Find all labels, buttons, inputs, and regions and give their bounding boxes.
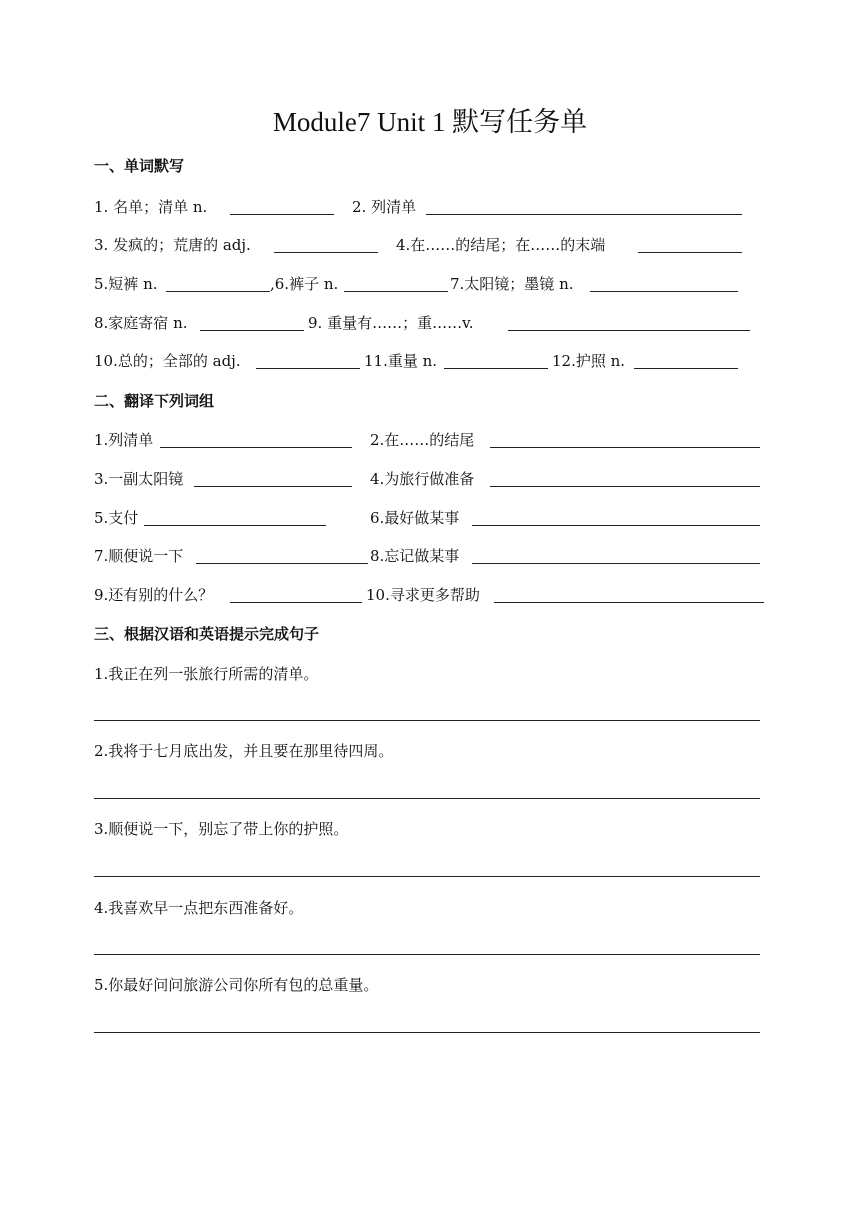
sentence-answer-line-2[interactable] xyxy=(94,798,760,799)
vocab-blank-7[interactable] xyxy=(590,291,738,292)
vocab-blank-1[interactable] xyxy=(230,214,334,215)
sentence-prompt-4: 4.我喜欢早一点把东西准备好。 xyxy=(94,899,304,917)
vocab-blank-10[interactable] xyxy=(256,368,360,369)
phrase-blank-10[interactable] xyxy=(494,602,764,603)
sentence-prompt-5: 5.你最好问问旅游公司你所有包的总重量。 xyxy=(94,976,379,994)
phrase-blank-4[interactable] xyxy=(490,486,760,487)
vocab-item-2: 2. 列清单 xyxy=(352,198,417,216)
phrase-blank-8[interactable] xyxy=(472,563,760,564)
sentence-answer-line-1[interactable] xyxy=(94,720,760,721)
phrase-blank-5[interactable] xyxy=(144,525,326,526)
vocab-blank-9[interactable] xyxy=(508,330,750,331)
sentence-prompt-3: 3.顺便说一下，别忘了带上你的护照。 xyxy=(94,820,349,838)
sentence-prompt-1: 1.我正在列一张旅行所需的清单。 xyxy=(94,665,319,683)
sentence-prompt-2: 2.我将于七月底出发，并且要在那里待四周。 xyxy=(94,742,394,760)
vocab-item-5: 5.短裤 n. xyxy=(94,275,158,293)
phrase-blank-6[interactable] xyxy=(472,525,760,526)
phrase-blank-7[interactable] xyxy=(196,563,368,564)
vocab-item-11: 11.重量 n. xyxy=(364,352,438,370)
vocab-item-3: 3. 发疯的；荒唐的 adj. xyxy=(94,236,251,254)
vocab-item-10: 10.总的；全部的 adj. xyxy=(94,352,241,370)
phrase-item-7: 7.顺便说一下 xyxy=(94,547,184,565)
phrase-item-4: 4.为旅行做准备 xyxy=(370,470,475,488)
phrase-item-10: 10.寻求更多帮助 xyxy=(366,586,480,604)
vocab-item-1: 1. 名单；清单 n. xyxy=(94,198,208,216)
phrase-blank-3[interactable] xyxy=(194,486,352,487)
section2-heading: 二、翻译下列词组 xyxy=(94,392,215,410)
section1-heading: 一、单词默写 xyxy=(94,157,185,175)
vocab-item-12: 12.护照 n. xyxy=(552,352,626,370)
vocab-item-4: 4.在……的结尾；在……的末端 xyxy=(396,236,606,254)
vocab-item-6: ,6.裤子 n. xyxy=(270,275,339,293)
vocab-blank-6[interactable] xyxy=(344,291,448,292)
section3-heading: 三、根据汉语和英语提示完成句子 xyxy=(94,625,320,643)
vocab-item-8: 8.家庭寄宿 n. xyxy=(94,314,188,332)
vocab-blank-12[interactable] xyxy=(634,368,738,369)
vocab-blank-2[interactable] xyxy=(426,214,742,215)
page-title: Module7 Unit 1 默写任务单 xyxy=(272,107,588,137)
vocab-blank-4[interactable] xyxy=(638,252,742,253)
phrase-item-1: 1.列清单 xyxy=(94,431,154,449)
sentence-answer-line-3[interactable] xyxy=(94,876,760,877)
vocab-blank-8[interactable] xyxy=(200,330,304,331)
vocab-blank-5[interactable] xyxy=(166,291,270,292)
phrase-item-8: 8.忘记做某事 xyxy=(370,547,460,565)
vocab-item-7: 7.太阳镜；墨镜 n. xyxy=(450,275,574,293)
vocab-blank-3[interactable] xyxy=(274,252,378,253)
vocab-item-9: 9. 重量有……；重……v. xyxy=(308,314,474,332)
phrase-item-9: 9.还有别的什么？ xyxy=(94,586,214,604)
sentence-answer-line-4[interactable] xyxy=(94,954,760,955)
phrase-blank-2[interactable] xyxy=(490,447,760,448)
phrase-item-6: 6.最好做某事 xyxy=(370,509,460,527)
phrase-item-5: 5.支付 xyxy=(94,509,139,527)
phrase-item-3: 3.一副太阳镜 xyxy=(94,470,184,488)
phrase-item-2: 2.在……的结尾 xyxy=(370,431,475,449)
phrase-blank-1[interactable] xyxy=(160,447,352,448)
sentence-answer-line-5[interactable] xyxy=(94,1032,760,1033)
vocab-blank-11[interactable] xyxy=(444,368,548,369)
phrase-blank-9[interactable] xyxy=(230,602,362,603)
